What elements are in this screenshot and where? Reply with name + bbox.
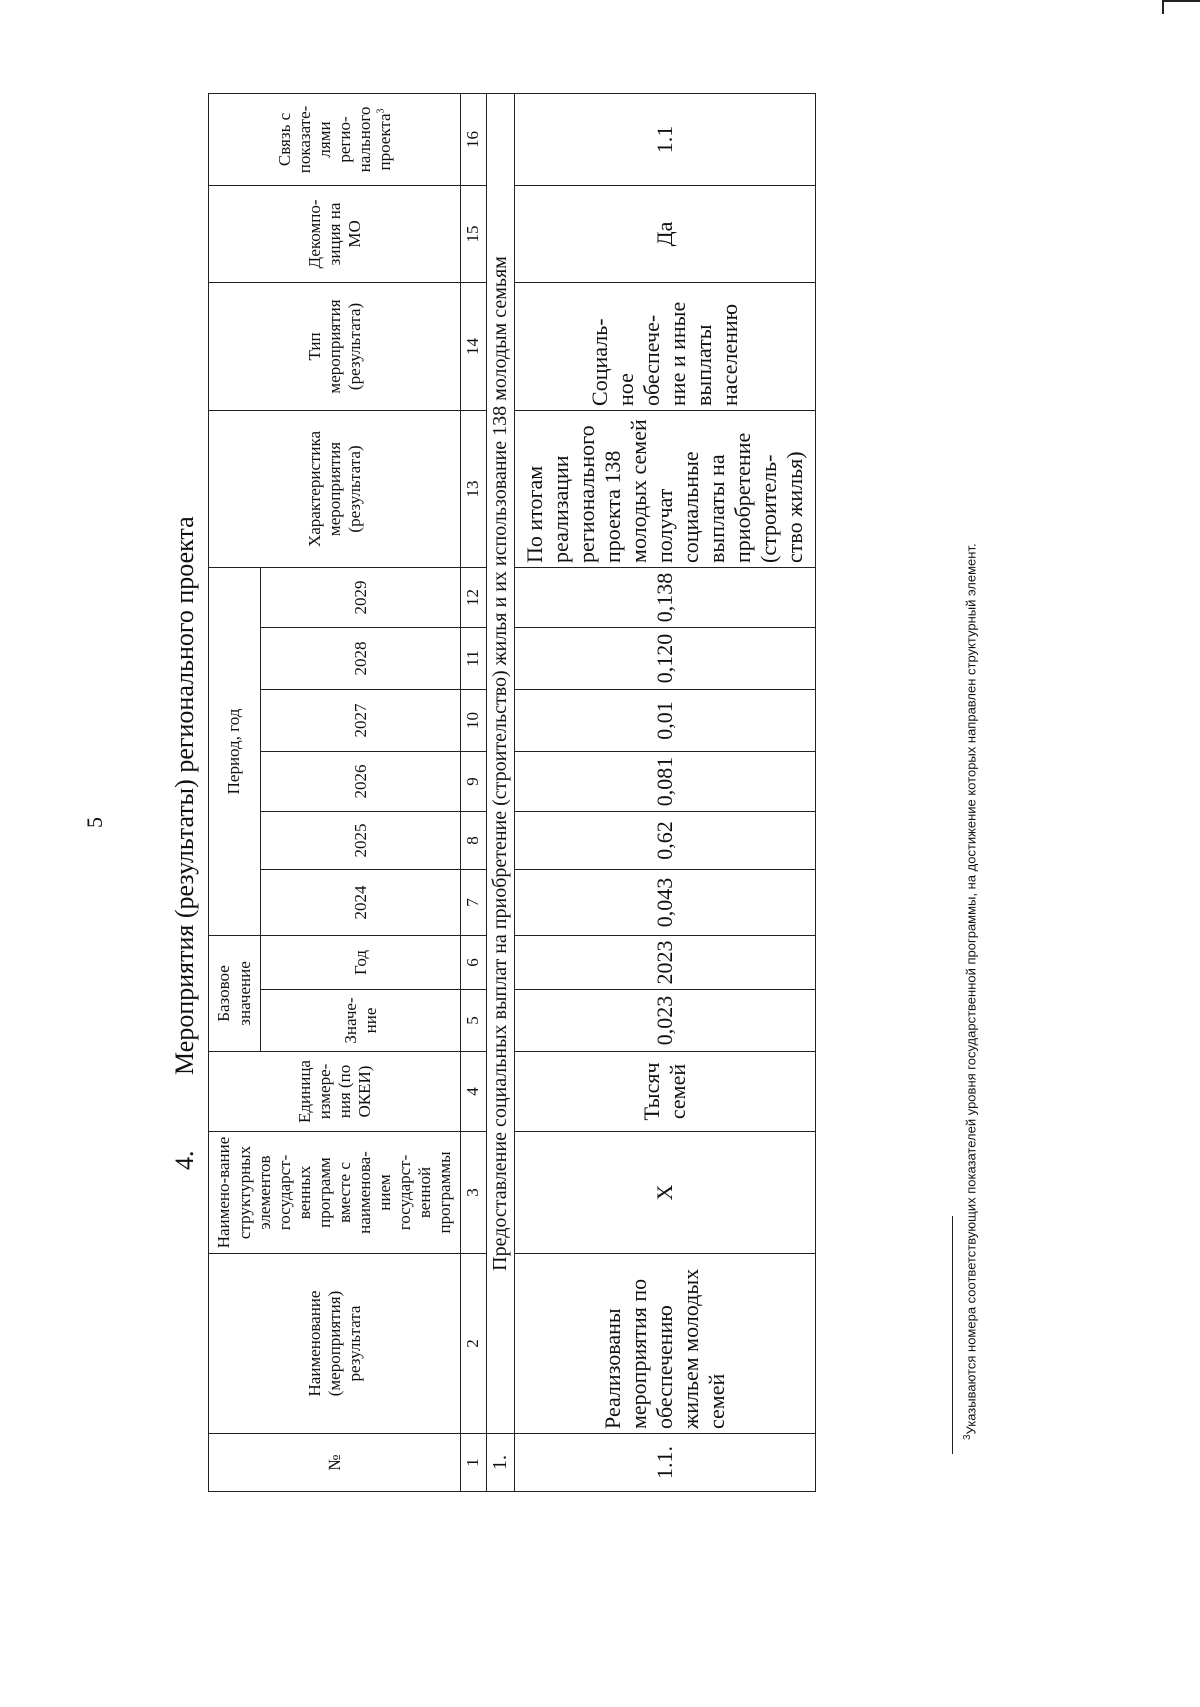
header-num: № (209, 1434, 461, 1492)
column-number: 9 (461, 751, 486, 811)
footnote-text: Указываются номера соответствующих показателей уровня государственной программы, на достижение которых направлен структурный элемент. (963, 543, 979, 1435)
table-row (515, 93, 816, 1491)
column-number: 3 (461, 1132, 486, 1254)
header-row-1 (209, 93, 261, 1491)
section-row-num: 1. (486, 1434, 515, 1492)
page-number: 5 (82, 817, 107, 828)
column-number: 2 (461, 1254, 486, 1434)
section-row-text: Предоставление социальных выплат на приобретение (строительство) жилья и их использование 138 молодым семьям (486, 93, 515, 1433)
section-title: Мероприятия (результаты) регионального проекта (170, 516, 199, 1075)
header-char: Характеристика мероприятия (результата) (209, 410, 461, 567)
header-year: 2029 (261, 567, 461, 627)
header-type: Тип мероприятия (результата) (209, 282, 461, 410)
row-char: По итогам реализации регионального проекта 138 молодых семей получат социальные выплаты на приобретение (строитель-ство жилья) (515, 410, 816, 567)
results-table-container (208, 94, 816, 1492)
header-year: 2026 (261, 751, 461, 811)
column-number: 13 (461, 410, 486, 567)
row-name: Реализованы мероприятия по обеспечению жильем молодых семей (515, 1254, 816, 1434)
row-value: 0,62 (515, 811, 816, 869)
section-number: 4. (170, 1150, 199, 1170)
header-year: 2024 (261, 869, 461, 935)
header-decomp: Декомпо-зиция на МО (209, 185, 461, 282)
row-base-value: 0,023 (515, 990, 816, 1052)
column-number: 12 (461, 567, 486, 627)
row-link: 1.1 (515, 93, 816, 185)
header-period: Период, год (209, 567, 261, 935)
column-number: 11 (461, 627, 486, 689)
row-decomp: Да (515, 185, 816, 282)
footnote (962, 240, 978, 1440)
column-number: 16 (461, 93, 486, 185)
row-num: 1.1. (515, 1434, 816, 1492)
footnote-separator (952, 1216, 953, 1454)
row-unit: Тысяч семей (515, 1052, 816, 1132)
row-type: Социаль-ное обеспече-ние и иные выплаты населению (515, 282, 816, 410)
row-value: 0,01 (515, 689, 816, 751)
column-number-row (461, 93, 486, 1491)
section-row (486, 93, 515, 1491)
row-value: 0,081 (515, 751, 816, 811)
column-number: 7 (461, 869, 486, 935)
footnote-marker: 3 (375, 108, 387, 114)
header-name: Наименование (мероприятия) результата (209, 1254, 461, 1434)
header-year: 2025 (261, 811, 461, 869)
header-year: 2027 (261, 689, 461, 751)
row-value: 0,043 (515, 869, 816, 935)
column-number: 10 (461, 689, 486, 751)
column-number: 1 (461, 1434, 486, 1492)
column-number: 14 (461, 282, 486, 410)
header-base: Базовое значение (209, 935, 261, 1051)
header-year: 2028 (261, 627, 461, 689)
results-table (208, 93, 816, 1492)
column-number: 15 (461, 185, 486, 282)
row-value: 0,138 (515, 567, 816, 627)
header-link-text: Связь с показате-лями регио-нального проекта (274, 105, 394, 174)
column-number: 5 (461, 990, 486, 1052)
footnote-marker: 3 (962, 1434, 973, 1440)
header-base-year: Год (261, 935, 461, 989)
header-struct: Наимено-вание структурных элементов государст-венных программ вместе с наименова-нием государст-венной программы (209, 1132, 461, 1254)
header-unit: Единица измере-ния (по ОКЕИ) (209, 1052, 461, 1132)
column-number: 8 (461, 811, 486, 869)
column-number: 4 (461, 1052, 486, 1132)
header-link (209, 93, 461, 185)
row-value: 0,120 (515, 627, 816, 689)
section-heading (170, 70, 200, 1170)
header-base-value: Значе-ние (261, 990, 461, 1052)
column-number: 6 (461, 935, 486, 989)
row-base-year: 2023 (515, 935, 816, 989)
row-struct: Х (515, 1132, 816, 1254)
corner-mark (1162, 0, 1200, 14)
